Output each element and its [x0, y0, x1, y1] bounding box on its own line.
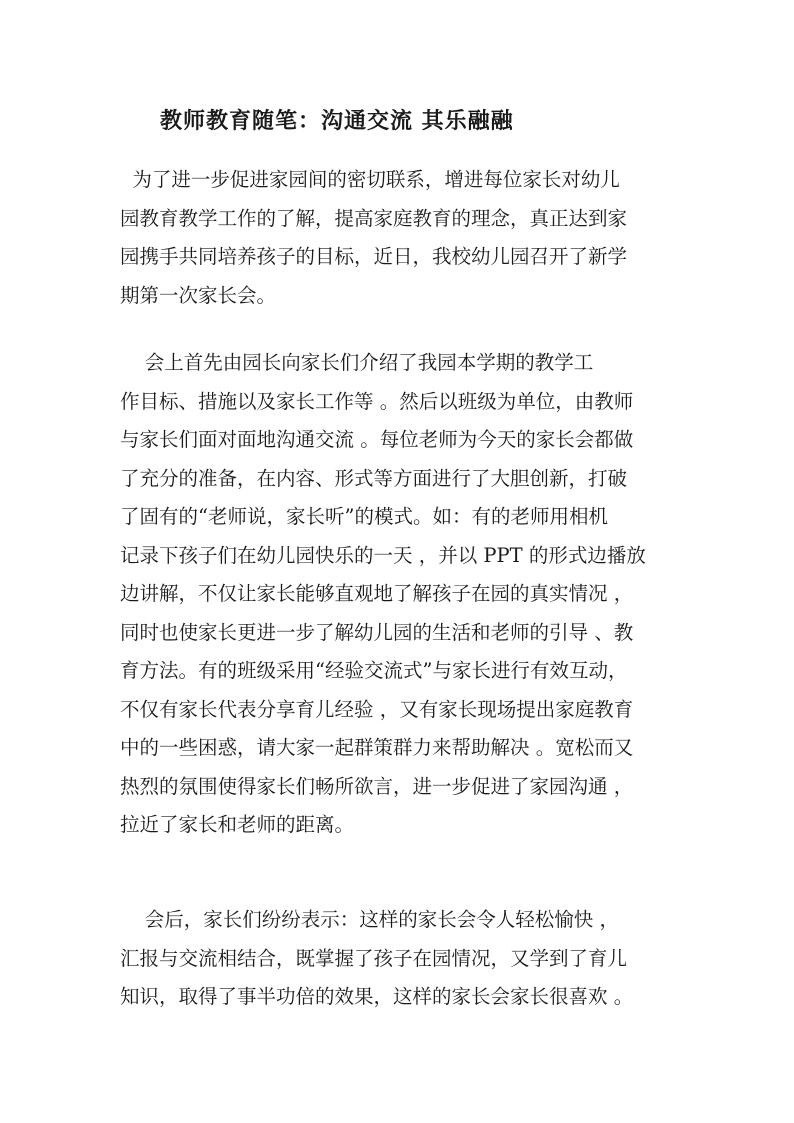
text-line: 会后，家长们纷纷表示：这样的家长会令人轻松愉快 ， [120, 908, 619, 931]
text-line: 期第一次家长会。 [120, 283, 277, 307]
text-line: 不仅有家长代表分享育儿经验 ，又有家长现场提出家庭教育 [120, 697, 634, 721]
text-line: 与家长们面对面地沟通交流 。每位老师为今天的家长会都做 [120, 428, 634, 451]
paragraph-2 [120, 344, 680, 845]
text-line: 园教育教学工作的了解，提高家庭教育的理念，真正达到家 [120, 206, 628, 230]
text-line: 园携手共同培养孩子的目标，近日，我校幼儿园召开了新学 [120, 245, 628, 268]
text-line: 了充分的准备，在内容、形式等方面进行了大胆创新，打破 [120, 466, 628, 490]
text-line: 作目标、措施以及家长工作等 。然后以班级为单位，由教师 [120, 389, 634, 413]
document-title: 教师教育随笔：沟通交流 其乐融融 [160, 108, 514, 134]
text-line: 边讲解，不仅让家长能够直观地了解孩子在园的真实情况 ， [120, 582, 634, 605]
text-line: 中的一些困惑，请大家一起群策群力来帮助解决 。宽松而又 [120, 736, 634, 759]
text-line: 了固有的“老师说，家长听”的模式。如：有的老师用相机 [120, 505, 608, 528]
text-line: 热烈的氛围使得家长们畅所欲言，进一步促进了家园沟通 ， [120, 774, 634, 798]
text-line: 育方法。有的班级采用“经验交流式”与家长进行有效互动， [120, 659, 628, 682]
text-line: 汇报与交流相结合，既掌握了孩子在园情况，又学到了育儿 [120, 946, 628, 970]
text-line: 拉近了家长和老师的距离。 [120, 813, 355, 836]
paragraph-1 [120, 161, 680, 315]
text-line: 同时也使家长更进一步了解幼儿园的生活和老师的引导 、教 [120, 620, 634, 644]
paragraph-3 [120, 901, 680, 1017]
text-line: 知识，取得了事半功倍的效果，这样的家长会家长很喜欢 。 [120, 985, 634, 1008]
text-line: 为了进一步促进家园间的密切联系，增进每位家长对幼儿 [120, 168, 620, 191]
text-line: 会上首先由园长向家长们介绍了我园本学期的教学工 [120, 351, 594, 374]
text-line: 记录下孩子们在幼儿园快乐的一天 ，并以 PPT 的形式边播放 [120, 543, 646, 567]
